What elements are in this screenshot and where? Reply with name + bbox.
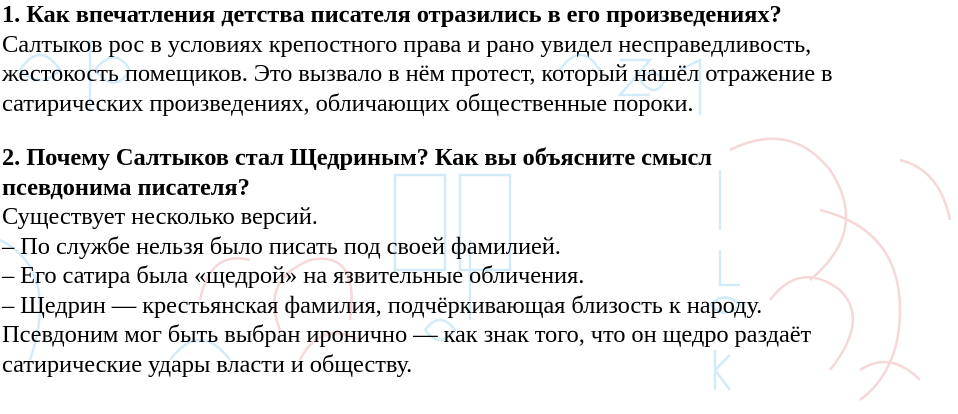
question-1-title: 1. Как впечатления детства писателя отразились в его произведениях? [2, 1, 782, 28]
document-content [2, 0, 958, 379]
question-2-title-line-1: 2. Почему Салтыков стал Щедриным? Как вы объясните смысл [2, 144, 712, 171]
answer-1-line-3: сатирических произведениях, обличающих общественные пороки. [2, 89, 694, 117]
question-2-title-line-2: псевдонима писателя? [2, 173, 250, 201]
answer-1-line-2: жестокость помещиков. Это вызвало в нём протест, который нашёл отражение в [2, 60, 833, 87]
answer-2-line-6: сатирические удары власти и обществу. [2, 350, 413, 378]
answer-2-line-4: – Щедрин — крестьянская фамилия, подчёркивающая близость к народу. [2, 291, 763, 319]
answer-1-line-1: Салтыков рос в условиях крепостного права и рано увидел несправедливость, [2, 30, 812, 58]
section-gap [2, 118, 958, 143]
answer-2-line-3: – Его сатира была «щедрой» на язвительные обличения. [2, 262, 585, 289]
answer-2-line-5: Псевдоним мог быть выбран иронично — как знак того, что он щедро раздаёт [2, 321, 812, 348]
answer-2-line-1: Существует несколько версий. [2, 203, 318, 230]
answer-2-line-2: – По службе нельзя было писать под своей фамилией. [2, 232, 561, 260]
